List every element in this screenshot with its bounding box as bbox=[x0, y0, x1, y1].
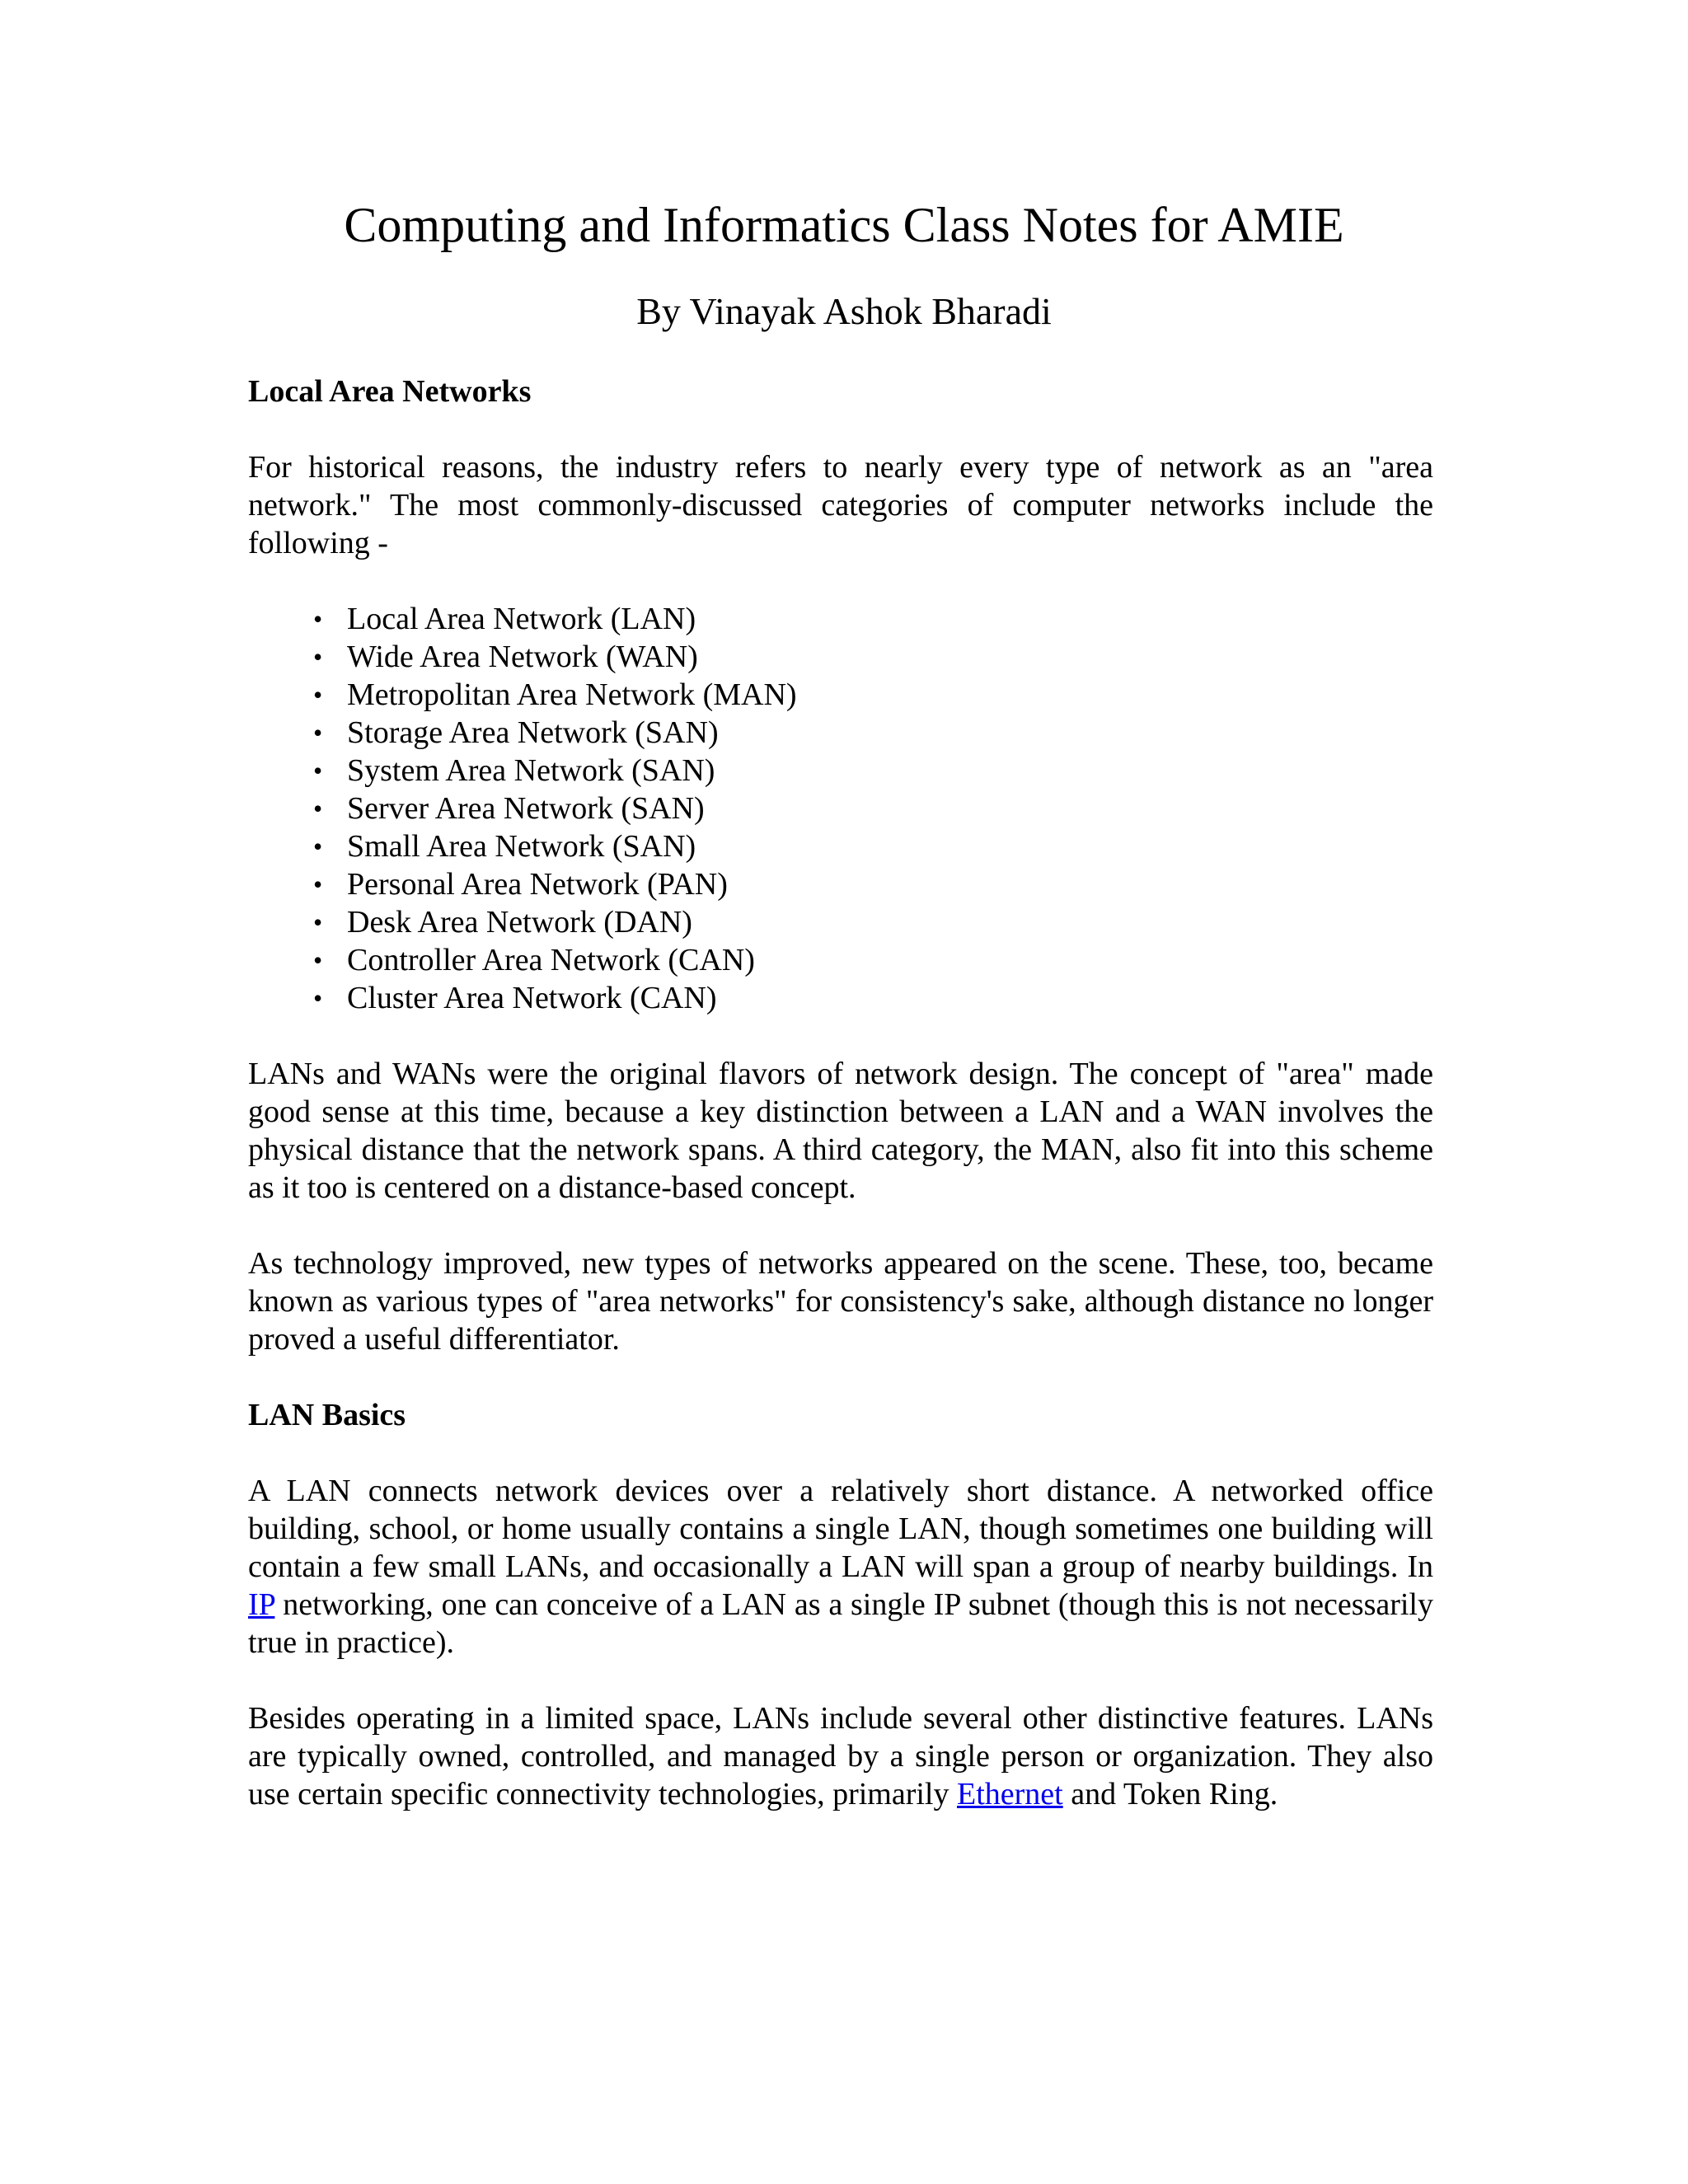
list-item-label: Personal Area Network (PAN) bbox=[347, 867, 728, 902]
bullet-icon: • bbox=[313, 907, 323, 937]
list-item-label: Server Area Network (SAN) bbox=[347, 791, 705, 826]
document-body bbox=[248, 373, 1433, 1851]
list-item bbox=[248, 865, 1433, 903]
bullet-icon: • bbox=[313, 832, 323, 861]
bullet-icon: • bbox=[313, 642, 323, 672]
document-author: By Vinayak Ashok Bharadi bbox=[636, 290, 1052, 332]
list-item bbox=[248, 790, 1433, 827]
list-item bbox=[248, 752, 1433, 790]
list-item bbox=[248, 676, 1433, 714]
lans-wans-paragraph: LANs and WANs were the original flavors of network design. The concept of "area" made good sense at this time, because a key distinction between a LAN and a WAN involves the physical distance that the network spans. A third category, the MAN, also fit into this scheme as it too is centered on a distance-based concept. bbox=[248, 1057, 1433, 1205]
list-item-label: System Area Network (SAN) bbox=[347, 753, 715, 788]
section-heading-local-area-networks: Local Area Networks bbox=[248, 374, 532, 409]
bullet-icon: • bbox=[313, 604, 323, 634]
technology-paragraph: As technology improved, new types of networks appeared on the scene. These, too, became known as various types of "area networks" for consistency's sake, although distance no longer proved a useful differentiator. bbox=[248, 1246, 1433, 1357]
list-item-label: Wide Area Network (WAN) bbox=[347, 640, 698, 674]
network-types-list bbox=[248, 600, 1433, 1017]
ethernet-link[interactable]: Ethernet bbox=[956, 1777, 1063, 1811]
lan-features-paragraph bbox=[248, 1699, 1433, 1813]
paragraph-text: networking, one can conceive of a LAN as a single IP subnet (though this is not necessarily true in practice). bbox=[248, 1587, 1433, 1660]
bullet-icon: • bbox=[313, 945, 323, 975]
paragraph-text: Besides operating in a limited space, LANs include several other distinctive features. LANs are typically owned, controlled, and managed by a single person or organization. They also use certain specific connectivity technologies, primarily bbox=[248, 1701, 1433, 1811]
bullet-icon: • bbox=[313, 756, 323, 785]
list-item-label: Desk Area Network (DAN) bbox=[347, 905, 692, 940]
list-item bbox=[248, 941, 1433, 979]
list-item bbox=[248, 903, 1433, 941]
list-item-label: Local Area Network (LAN) bbox=[347, 602, 696, 636]
paragraph-text: and Token Ring. bbox=[1062, 1777, 1278, 1811]
bullet-icon: • bbox=[313, 794, 323, 823]
ip-link[interactable]: IP bbox=[248, 1587, 275, 1622]
section-heading-lan-basics: LAN Basics bbox=[248, 1398, 406, 1432]
bullet-icon: • bbox=[313, 983, 323, 1013]
lan-basics-paragraph bbox=[248, 1472, 1433, 1661]
paragraph-text: A LAN connects network devices over a relatively short distance. A networked office building, school, or home usually contains a single LAN, though sometimes one building will contain a few small LANs, and occasionally a LAN will span a group of nearby buildings. In bbox=[248, 1474, 1433, 1584]
list-item bbox=[248, 714, 1433, 752]
list-item-label: Metropolitan Area Network (MAN) bbox=[347, 677, 797, 712]
list-item-label: Storage Area Network (SAN) bbox=[347, 715, 719, 750]
list-item bbox=[248, 827, 1433, 865]
list-item-label: Controller Area Network (CAN) bbox=[347, 943, 755, 977]
list-item bbox=[248, 638, 1433, 676]
bullet-icon: • bbox=[313, 869, 323, 899]
list-item bbox=[248, 600, 1433, 638]
bullet-icon: • bbox=[313, 680, 323, 710]
intro-paragraph: For historical reasons, the industry refers to nearly every type of network as an "area network." The most commonly-discussed categories of computer networks include the following - bbox=[248, 450, 1433, 560]
bullet-icon: • bbox=[313, 718, 323, 748]
list-item-label: Cluster Area Network (CAN) bbox=[347, 981, 717, 1015]
document-title: Computing and Informatics Class Notes for AMIE bbox=[344, 198, 1344, 252]
list-item-label: Small Area Network (SAN) bbox=[347, 829, 696, 864]
list-item bbox=[248, 979, 1433, 1017]
